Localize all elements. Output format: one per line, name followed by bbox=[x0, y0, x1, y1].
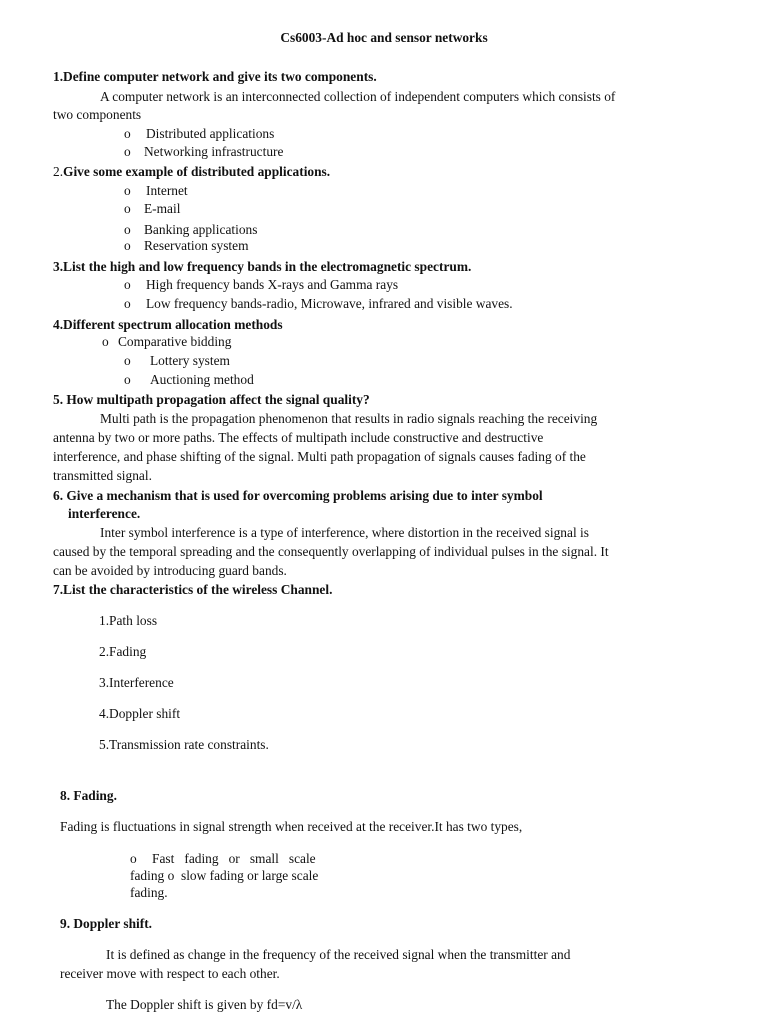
bullet-marker: o bbox=[124, 277, 131, 292]
list-item: o E-mail bbox=[124, 201, 181, 216]
q9-answer-line: It is defined as change in the frequency of the received signal when the transmitter and bbox=[106, 947, 571, 962]
bullet-marker: o bbox=[124, 201, 131, 216]
bullet-marker: o bbox=[124, 144, 131, 159]
list-item: 3.Interference bbox=[99, 675, 174, 690]
list-item: o Fast fading or small scale bbox=[130, 851, 316, 866]
q8-answer: Fading is fluctuations in signal strength when received at the receiver.It has two types, bbox=[60, 819, 523, 834]
bullet-marker: o bbox=[124, 372, 131, 387]
list-item: 5.Transmission rate constraints. bbox=[99, 737, 269, 752]
list-item: o Banking applications bbox=[124, 222, 258, 237]
list-item: o Comparative bidding bbox=[102, 334, 232, 349]
q6-answer-line: caused by the temporal spreading and the consequently overlapping of individual pulses in the signal. It bbox=[53, 544, 609, 559]
bullet-marker: o bbox=[167, 868, 175, 883]
q4-heading: 4.Different spectrum allocation methods bbox=[53, 317, 283, 332]
list-item: o Lottery system bbox=[124, 353, 230, 368]
q2-heading: 2.Give some example of distributed applications. bbox=[53, 164, 331, 179]
q6-answer-line: Inter symbol interference is a type of interference, where distortion in the received signal is bbox=[100, 525, 589, 540]
list-item: o Internet bbox=[124, 183, 188, 198]
list-item-cont: fading o slow fading or large scale bbox=[130, 868, 319, 883]
q5-heading: 5. How multipath propagation affect the signal quality? bbox=[53, 392, 370, 407]
q6-heading-cont: interference. bbox=[68, 506, 141, 521]
list-item: o Distributed applications bbox=[124, 126, 275, 141]
q6-heading: 6. Give a mechanism that is used for overcoming problems arising due to inter symbol bbox=[53, 488, 543, 503]
q9-formula: The Doppler shift is given by fd=v/λ bbox=[106, 997, 303, 1012]
bullet-marker: o bbox=[102, 334, 109, 349]
bullet-marker: o bbox=[130, 851, 137, 866]
bullet-marker: o bbox=[124, 353, 131, 368]
list-item: o High frequency bands X-rays and Gamma rays bbox=[124, 277, 399, 292]
bullet-marker: o bbox=[124, 296, 131, 311]
list-item: o Reservation system bbox=[124, 238, 249, 253]
q9-answer-line: receiver move with respect to each other. bbox=[60, 966, 280, 981]
q6-answer-line: can be avoided by introducing guard bands. bbox=[53, 563, 287, 578]
q9-heading: 9. Doppler shift. bbox=[60, 916, 153, 931]
list-item: o Networking infrastructure bbox=[124, 144, 284, 159]
list-item: o Auctioning method bbox=[124, 372, 254, 387]
q5-answer-line: antenna by two or more paths. The effects of multipath include constructive and destructive bbox=[53, 430, 544, 445]
list-item: 4.Doppler shift bbox=[99, 706, 181, 721]
q1-heading: 1.Define computer network and give its two components. bbox=[53, 69, 377, 84]
q1-answer-line-2: two components bbox=[53, 107, 142, 122]
q5-answer-line: Multi path is the propagation phenomenon that results in radio signals reaching the receiving bbox=[100, 411, 598, 426]
list-item: o Low frequency bands-radio, Microwave, infrared and visible waves. bbox=[124, 296, 513, 311]
q1-answer-line-1: A computer network is an interconnected collection of independent computers which consists of bbox=[100, 89, 616, 104]
bullet-marker: o bbox=[124, 222, 131, 237]
q3-heading: 3.List the high and low frequency bands in the electromagnetic spectrum. bbox=[53, 259, 472, 274]
bullet-marker: o bbox=[124, 126, 131, 141]
bullet-marker: o bbox=[124, 183, 131, 198]
q5-answer-line: transmitted signal. bbox=[53, 468, 152, 483]
list-item-cont: fading. bbox=[130, 885, 168, 900]
bullet-marker: o bbox=[124, 238, 131, 253]
document-title: Cs6003-Ad hoc and sensor networks bbox=[280, 30, 488, 45]
q7-heading: 7.List the characteristics of the wireless Channel. bbox=[53, 582, 333, 597]
q5-answer-line: interference, and phase shifting of the signal. Multi path propagation of signals causes fading of the bbox=[53, 449, 586, 464]
list-item: 1.Path loss bbox=[99, 613, 158, 628]
q8-heading: 8. Fading. bbox=[60, 788, 117, 803]
list-item: 2.Fading bbox=[99, 644, 147, 659]
